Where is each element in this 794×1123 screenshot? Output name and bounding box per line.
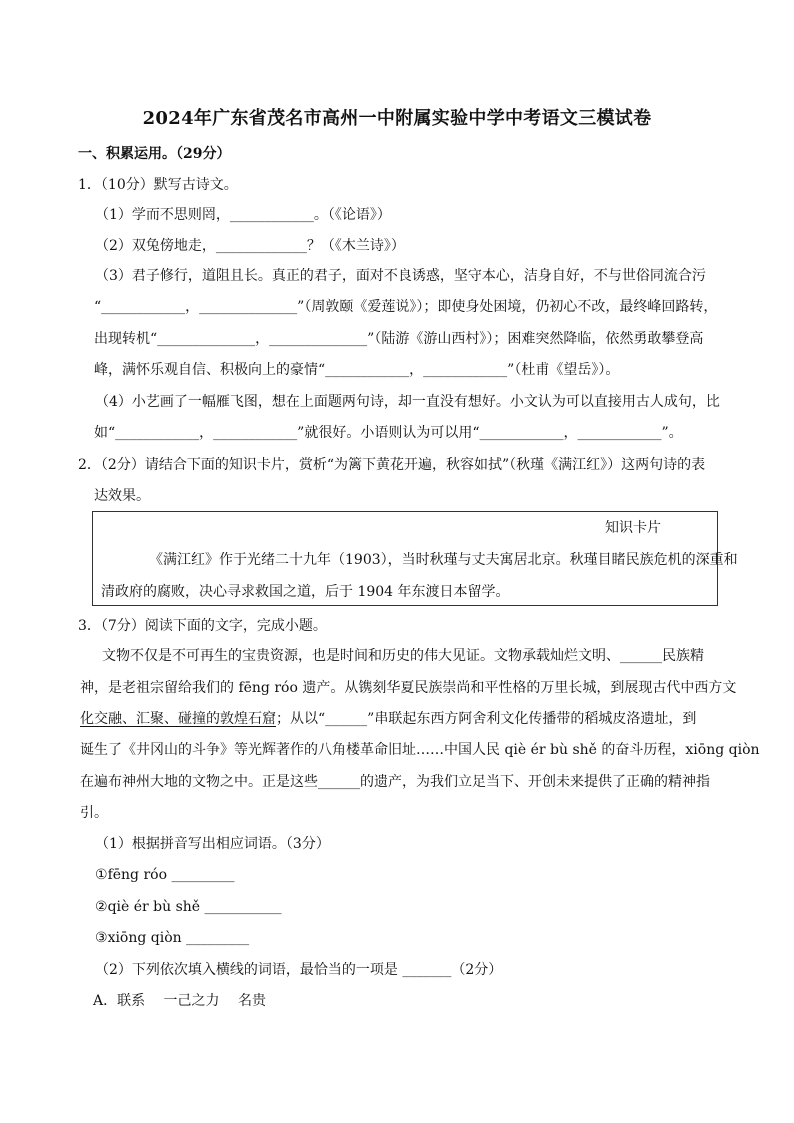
question-1-sub-2: （2）双兔傍地走，_____________？（《木兰诗》） xyxy=(95,238,405,254)
passage-line-3 xyxy=(80,709,696,729)
question-3-sub-1: （1）根据拼音写出相应词语。（3分） xyxy=(95,836,330,852)
underlined-phrase: 化交融、汇聚、碰撞的敦煌石窟 xyxy=(80,711,276,727)
passage-line-3-rest: ；从以“______”串联起东西方阿舍利文化传播带的稻城皮洛遗址，到 xyxy=(276,711,697,727)
question-1-sub-3-line-4: 峰，满怀乐观自信、积极向上的豪情“____________，____________”（杜甫《望岳》）。 xyxy=(94,362,620,378)
section-heading: 一、积累运用。（29分） xyxy=(78,146,231,162)
question-1-heading: 1．（10分）默写古诗文。 xyxy=(78,177,238,193)
knowledge-card xyxy=(92,511,738,606)
question-2-line-1: 2．（2分）请结合下面的知识卡片，赏析“为篱下黄花开遍，秋容如拭”（秋瑾《满江红》）这两句诗的表 xyxy=(78,457,706,473)
question-1-sub-3-line-2: “____________，______________”（周敦颐《爱莲说》）；即使身处困境，仍初心不改，最终峰回路转， xyxy=(94,299,718,315)
knowledge-card-text-line-1: 《满江红》作于光绪二十九年（1903），当时秋瑾与丈夫寓居北京。秋瑾目睹民族危机的深重和 xyxy=(149,552,738,568)
question-1-sub-4-line-1: （4）小艺画了一幅雁飞图，想在上面题两句诗，却一直没有想好。小文认为可以直接用古人成句，比 xyxy=(95,394,720,410)
option-a: A．联系 一己之力 名贵 xyxy=(93,993,267,1009)
passage-line-5: 在遍布神州大地的文物之中。正是这些______的遗产，为我们立足当下、开创未来提供了正确的精神指 xyxy=(80,774,710,790)
pinyin-item-1-text: fēng róo _________ xyxy=(107,867,235,883)
pinyin-item-2-text: qiè ér bù shě ___________ xyxy=(107,899,282,915)
knowledge-card-text-line-2: 清政府的腐败，决心寻求救国之道，后于 1904 年东渡日本留学。 xyxy=(101,584,510,600)
question-1-sub-4-line-2: 如“____________，____________”就很好。小语则认为可以用“____________，____________”。 xyxy=(94,425,683,441)
pinyin-item-3 xyxy=(95,928,249,948)
circled-number-3: ③ xyxy=(95,930,108,946)
question-3-sub-2: （2）下列依次填入横线的词语，最恰当的一项是 _______（2分） xyxy=(95,962,503,978)
circled-number-1: ① xyxy=(95,867,108,883)
knowledge-card-title: 知识卡片 xyxy=(605,520,661,536)
pinyin-item-1 xyxy=(95,865,234,885)
question-1-sub-1: （1）学而不思则罔，____________。（《论语》） xyxy=(95,207,391,223)
pinyin-item-2 xyxy=(95,897,282,917)
passage-line-2: 神，是老祖宗留给我们的 fēng róo 遗产。从镌刻华夏民族崇尚和平性格的万里长城，到展现古代中西方文 xyxy=(80,680,737,696)
question-2-line-2: 达效果。 xyxy=(94,488,150,504)
circled-number-2: ② xyxy=(95,899,108,915)
question-1-sub-3-line-3: 出现转机“______________，______________”（陆游《游山西村》）；困难突然降临，依然勇敢攀登高 xyxy=(94,331,704,347)
passage-line-6: 引。 xyxy=(80,805,108,821)
pinyin-item-3-text: xiōng qiòn _________ xyxy=(107,930,250,946)
question-3-heading: 3．（7分）阅读下面的文字，完成小题。 xyxy=(78,618,327,634)
passage-line-1: 文物不仅是不可再生的宝贵资源，也是时间和历史的伟大见证。文物承载灿烂文明、______民族精 xyxy=(102,648,704,664)
passage-line-4: 诞生了《井冈山的斗争》等光辉著作的八角楼革命旧址……中国人民 qiè ér bù shě 的奋斗历程，xiōng qiòn xyxy=(80,742,760,758)
question-1-sub-3-line-1: （3）君子修行，道阻且长。真正的君子，面对不良诱惑，坚守本心，洁身自好，不与世俗同流合污 xyxy=(95,268,706,284)
page-title: 2024年广东省茂名市高州一中附属实验中学中考语文三模试卷 xyxy=(142,108,652,129)
